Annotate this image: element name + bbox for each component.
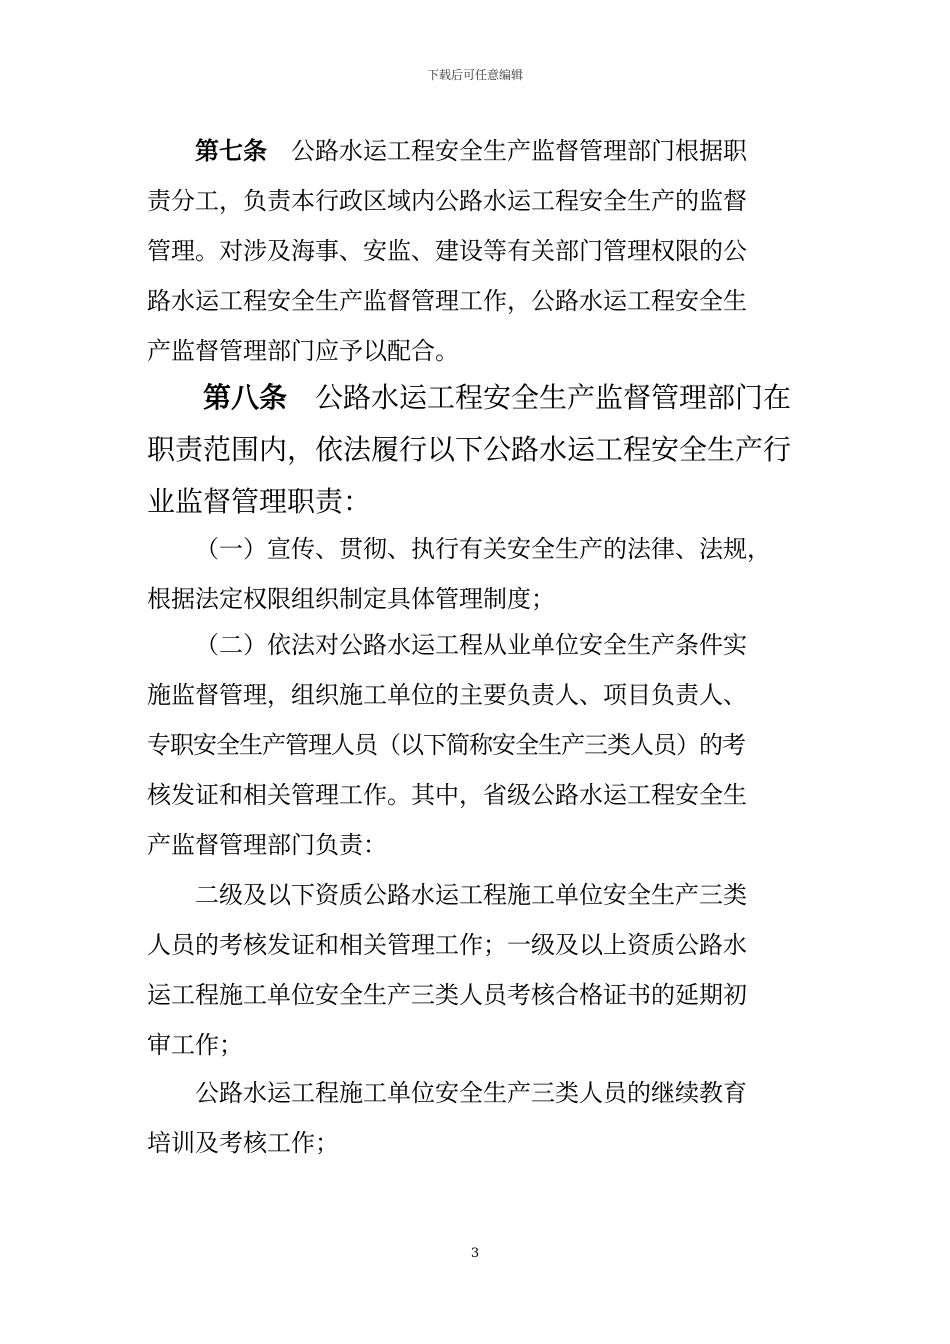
article-7-gap (267, 126, 291, 176)
item-1-line-2: 根据法定权限组织制定具体管理制度； (147, 585, 555, 613)
article-7-text: 公路水运工程安全生产监督管理部门根据职 (291, 137, 747, 165)
item-2-line-4: 核发证和相关管理工作。其中，省级公路水运工程安全生 (147, 781, 747, 809)
item-2-line-3: 专职安全生产管理人员（以下简称安全生产三类人员）的考 (147, 731, 745, 759)
article-8-line-1 (147, 372, 807, 424)
article-8-line-2: 职责范围内，依法履行以下公路水运工程安全生产行 (147, 433, 792, 466)
item-2-line-5: 产监督管理部门负责： (147, 831, 387, 859)
item-2 (147, 620, 807, 870)
sub-item-2 (147, 1068, 807, 1168)
sub-item-1-line-2: 人员的考核发证和相关管理工作；一级及以上资质公路水 (147, 931, 747, 959)
article-7-line-2: 责分工，负责本行政区域内公路水运工程安全生产的监督 (147, 187, 747, 215)
article-7-line-1 (147, 126, 807, 176)
article-7-label: 第七条 (195, 136, 267, 165)
sub-item-1-line-3: 运工程施工单位安全生产三类人员考核合格证书的延期初 (147, 981, 747, 1009)
item-1 (147, 524, 807, 624)
sub-item-2-line-2: 培训及考核工作； (147, 1129, 339, 1157)
article-8-gap (287, 372, 315, 424)
sub-item-2-line-1: 公路水运工程施工单位安全生产三类人员的继续教育 (195, 1079, 747, 1107)
article-8-text: 公路水运工程安全生产监督管理部门在 (315, 381, 792, 414)
article-7-line-5: 产监督管理部门应予以配合。 (147, 337, 459, 365)
sub-item-1-line-4: 审工作； (147, 1031, 243, 1059)
item-2-line-1: （二）依法对公路水运工程从业单位安全生产条件实 (195, 631, 747, 659)
article-8-line-3: 业监督管理职责： (147, 485, 372, 518)
article-7-line-4: 路水运工程安全生产监督管理工作，公路水运工程安全生 (147, 287, 747, 315)
sub-item-1-line-1: 二级及以下资质公路水运工程施工单位安全生产三类 (195, 881, 747, 909)
page-number: 3 (470, 1246, 480, 1261)
article-7-line-3: 管理。对涉及海事、安监、建设等有关部门管理权限的公 (147, 237, 747, 265)
sub-item-1 (147, 870, 807, 1070)
article-7 (147, 126, 807, 376)
article-8-label: 第八条 (203, 381, 288, 414)
article-8 (147, 372, 807, 528)
item-2-line-2: 施监督管理，组织施工单位的主要负责人、项目负责人、 (147, 681, 747, 709)
item-1-line-1: （一）宣传、贯彻、执行有关安全生产的法律、法规， (195, 535, 771, 563)
page-header: 下载后可任意编辑 (426, 68, 523, 82)
